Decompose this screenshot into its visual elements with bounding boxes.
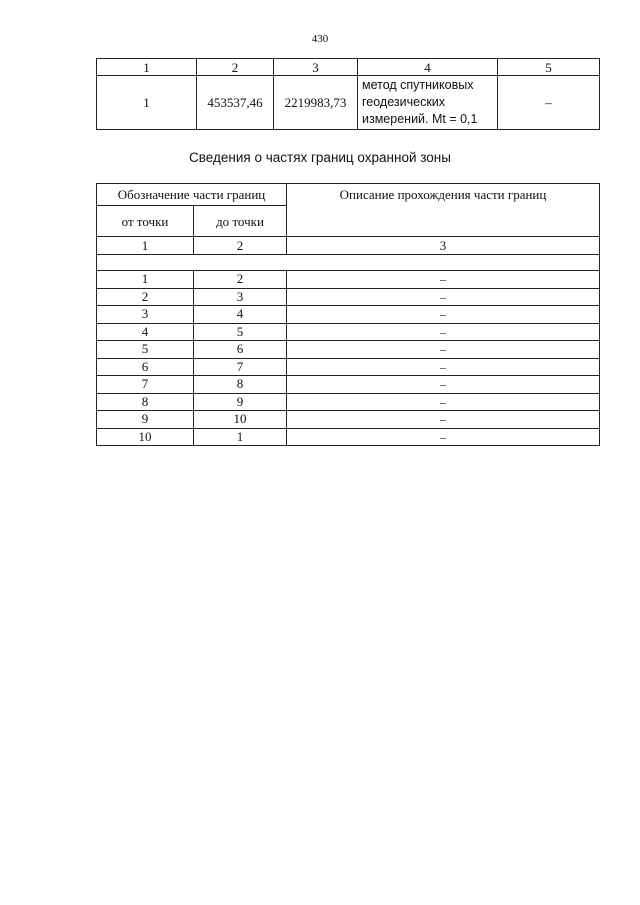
table-row <box>97 428 600 446</box>
table-header-row <box>97 184 600 206</box>
description-cell: – <box>287 288 600 306</box>
table-row <box>97 306 600 324</box>
column-number-2: 2 <box>197 59 274 76</box>
from-point-cell: 5 <box>97 341 194 359</box>
from-point-cell: 8 <box>97 393 194 411</box>
column-number-3: 3 <box>287 237 600 255</box>
to-point-cell: 4 <box>194 306 287 324</box>
section-title: Сведения о частях границ охранной зоны <box>189 150 451 165</box>
column-number-1: 1 <box>97 59 197 76</box>
description-cell: – <box>287 271 600 289</box>
column-number-4: 4 <box>358 59 498 76</box>
description-cell: – <box>287 393 600 411</box>
method-line: измерений. Mt = 0,1 <box>362 112 478 126</box>
table-row <box>97 76 600 130</box>
description-cell: – <box>498 76 600 130</box>
description-cell: – <box>287 358 600 376</box>
table-row <box>97 341 600 359</box>
description-cell: – <box>287 306 600 324</box>
table-row <box>97 358 600 376</box>
to-point-cell: 3 <box>194 288 287 306</box>
from-point-cell: 7 <box>97 376 194 394</box>
from-point-cell: 6 <box>97 358 194 376</box>
table-row <box>97 288 600 306</box>
to-point-cell: 9 <box>194 393 287 411</box>
to-point-cell: 1 <box>194 428 287 446</box>
table-header-row <box>97 59 600 76</box>
empty-cell <box>97 255 600 271</box>
description-cell: – <box>287 411 600 429</box>
to-point-cell: 7 <box>194 358 287 376</box>
column-number-3: 3 <box>274 59 358 76</box>
from-point-cell: 9 <box>97 411 194 429</box>
table-row <box>97 376 600 394</box>
to-point-cell: 8 <box>194 376 287 394</box>
column-number-1: 1 <box>97 237 194 255</box>
table-row <box>97 271 600 289</box>
boundary-parts-table <box>96 183 600 446</box>
from-point-cell: 4 <box>97 323 194 341</box>
description-cell: – <box>287 323 600 341</box>
from-point-cell: 2 <box>97 288 194 306</box>
table-row <box>97 323 600 341</box>
table-row <box>97 393 600 411</box>
empty-row <box>97 255 600 271</box>
column-number-2: 2 <box>194 237 287 255</box>
from-point-cell: 3 <box>97 306 194 324</box>
from-point-header: от точки <box>97 206 194 237</box>
to-point-cell: 10 <box>194 411 287 429</box>
to-point-cell: 6 <box>194 341 287 359</box>
table-row <box>97 411 600 429</box>
to-point-cell: 2 <box>194 271 287 289</box>
page-number: 430 <box>311 33 329 45</box>
boundary-parts-body <box>97 271 600 446</box>
x-coordinate-cell: 453537,46 <box>197 76 274 130</box>
from-point-cell: 10 <box>97 428 194 446</box>
y-coordinate-cell: 2219983,73 <box>274 76 358 130</box>
description-cell: – <box>287 428 600 446</box>
point-number-cell: 1 <box>97 76 197 130</box>
column-numbering-row <box>97 237 600 255</box>
method-line: геодезических <box>362 95 446 109</box>
method-line: метод спутниковых <box>362 78 474 92</box>
description-cell: – <box>287 341 600 359</box>
from-point-cell: 1 <box>97 271 194 289</box>
description-header: Описание прохождения части границ <box>287 184 600 237</box>
coordinates-table <box>96 58 600 130</box>
to-point-header: до точки <box>194 206 287 237</box>
to-point-cell: 5 <box>194 323 287 341</box>
boundary-part-group-header: Обозначение части границ <box>97 184 287 206</box>
method-cell <box>358 76 498 130</box>
column-number-5: 5 <box>498 59 600 76</box>
description-cell: – <box>287 376 600 394</box>
